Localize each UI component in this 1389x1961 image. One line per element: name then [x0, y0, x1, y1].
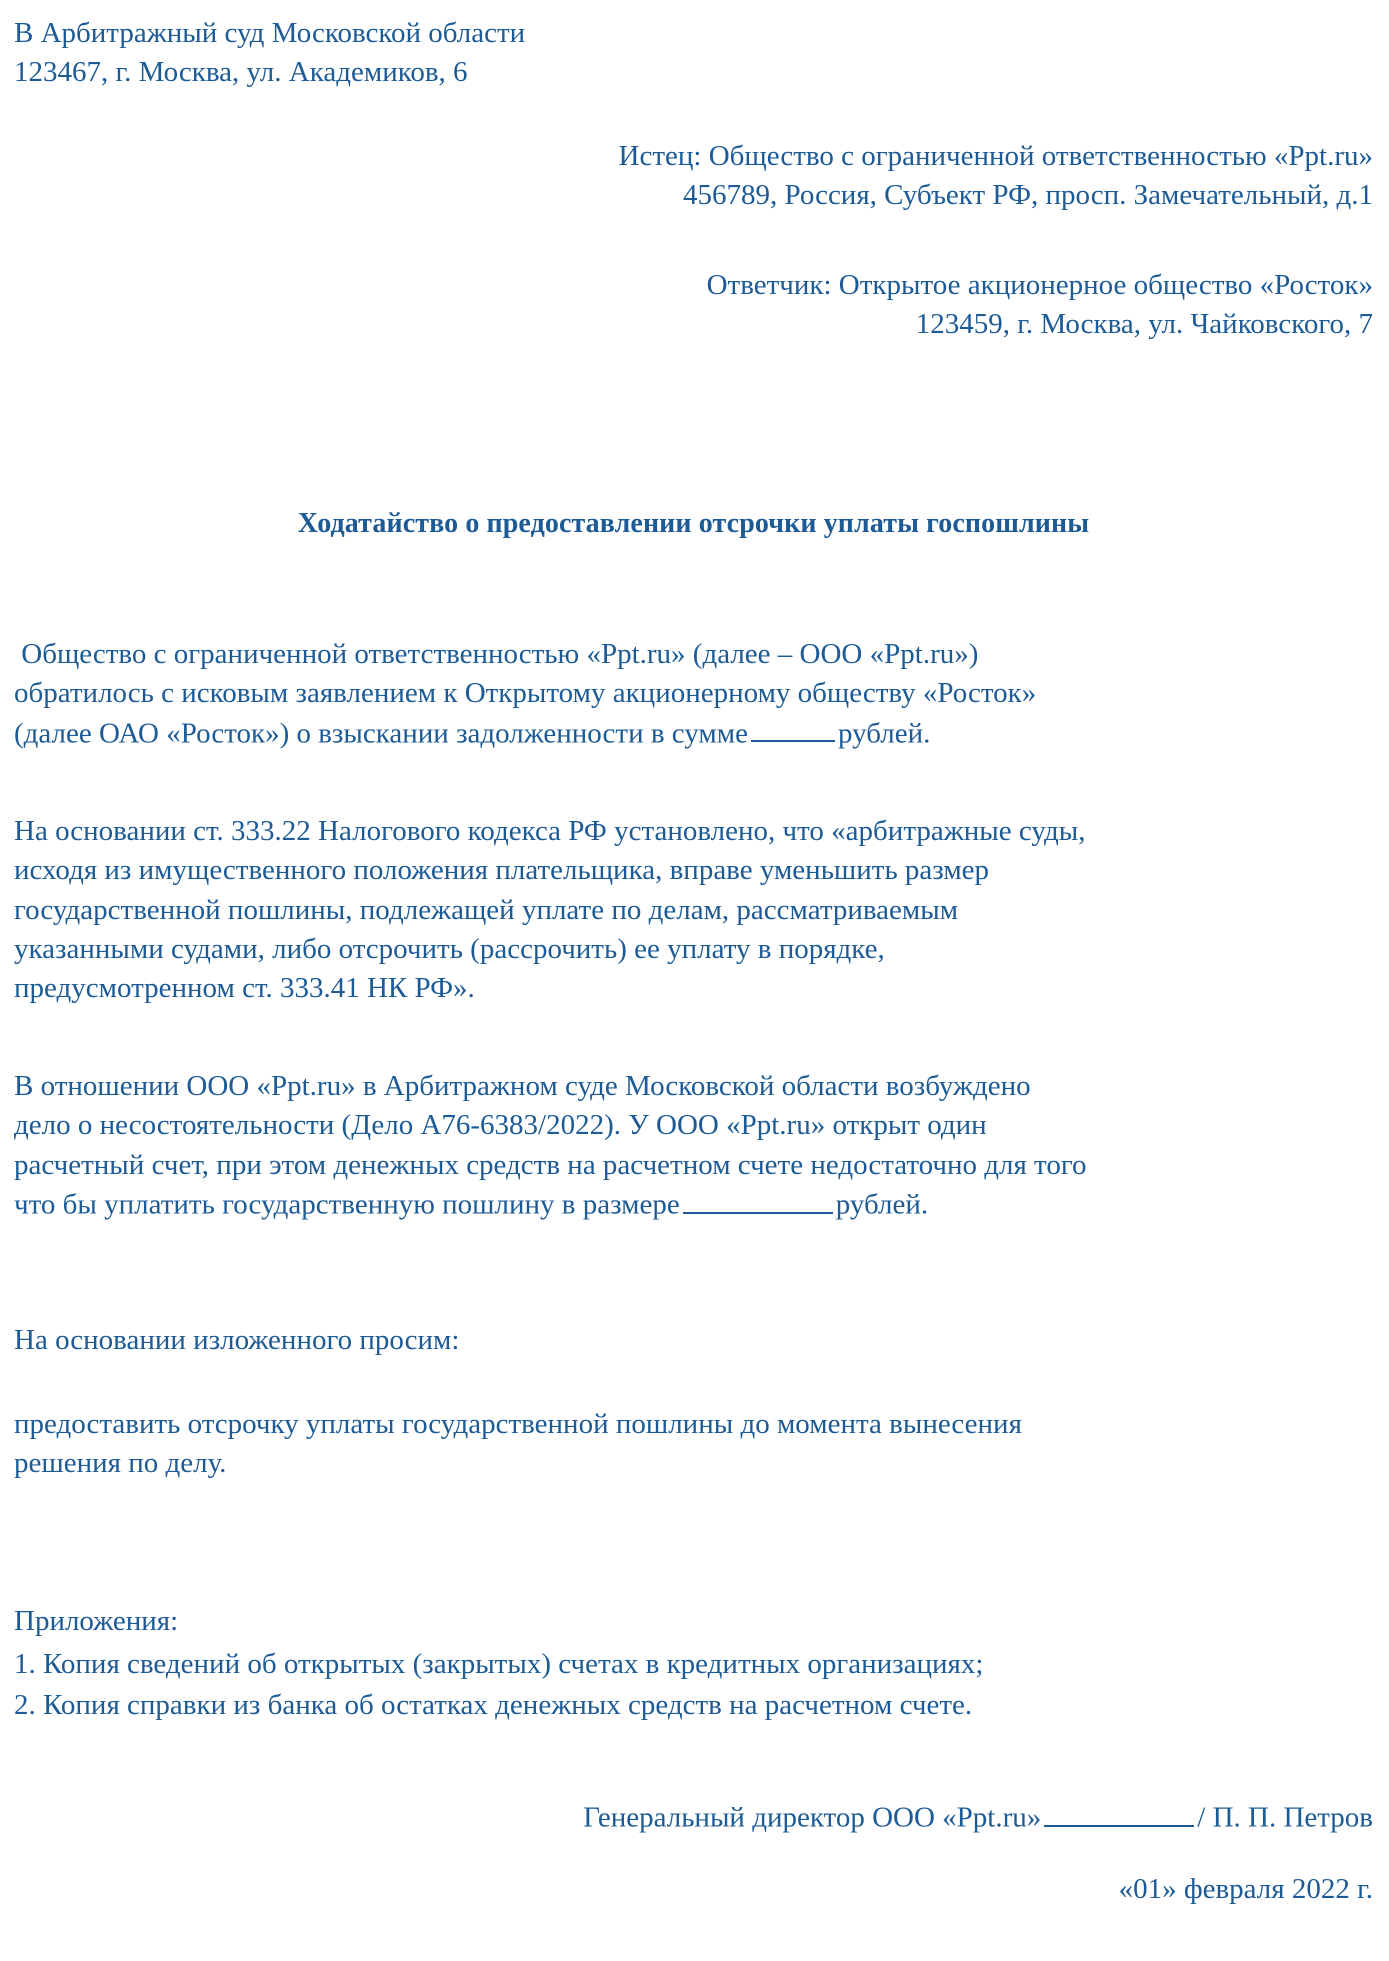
signature-role: Генеральный директор ООО «Ppt.ru»	[583, 1801, 1042, 1834]
paragraph-case-text-a: В отношении ООО «Ppt.ru» в Арбитражном суде Московской области возбуждено дело о несостоятельности (Дело А76-6383/2022). У ООО «Ppt.ru» открыт один расчетный счет, при этом денежных средств на расчетном счете недостаточно для того что бы уплатить государственную пошлину в размере	[14, 1069, 1087, 1221]
plaintiff-address: 456789, Россия, Субъект РФ, просп. Замечательный, д.1	[682, 179, 1373, 212]
paragraph-case-facts	[14, 1067, 1089, 1225]
amount-blank-claim	[751, 714, 835, 743]
amount-blank-duty	[683, 1185, 833, 1214]
paragraph-legal-basis: На основании ст. 333.22 Налогового кодекса РФ установлено, что «арбитражные суды, исходя из имущественного положения плательщика, вправе уменьшить размер государственной пошлины, подлежащей уплате по делам, рассматриваемым указанными судами, либо отсрочить (рассрочить) ее уплату в порядке, предусмотренном ст. 333.41 НК РФ».	[14, 814, 1086, 1005]
signature-name: / П. П. Петров	[1197, 1801, 1373, 1834]
paragraph-case-text-b: рублей.	[835, 1188, 929, 1221]
attachments-section	[14, 1602, 1373, 1726]
signature-date: «01» февраля 2022 г.	[1118, 1873, 1373, 1906]
defendant-address: 123459, г. Москва, ул. Чайковского, 7	[915, 308, 1373, 341]
defendant-block	[14, 266, 1373, 345]
signature-block	[14, 1798, 1373, 1910]
attachment-item: 2. Копия справки из банка об остатках денежных средств на расчетном счете.	[14, 1689, 973, 1722]
paragraph-intro-text-a: Общество с ограниченной ответственностью «Ppt.ru» (далее – ООО «Ppt.ru») обратилось с исковым заявлением к Открытому акционерному обществу «Росток» (далее ОАО «Росток») о взыскании задолженности в сумме	[14, 637, 1037, 750]
paragraph-intro	[14, 635, 1089, 754]
plaintiff-name: Истец: Общество с ограниченной ответственностью «Ppt.ru»	[618, 139, 1373, 172]
attachments-heading: Приложения:	[14, 1604, 179, 1637]
document-title: Ходатайство о предоставлении отсрочки уплаты госпошлины	[297, 507, 1090, 539]
paragraph-intro-text-b: рублей.	[837, 717, 931, 750]
signature-blank	[1044, 1798, 1194, 1827]
court-addressee-block	[14, 0, 1373, 93]
plaintiff-block	[14, 137, 1373, 216]
attachment-item: 1. Копия сведений об открытых (закрытых) счетах в кредитных организациях;	[14, 1648, 984, 1681]
court-name: В Арбитражный суд Московской области	[14, 17, 526, 49]
defendant-name: Ответчик: Открытое акционерное общество «Росток»	[706, 268, 1373, 301]
paragraph-request-body: предоставить отсрочку уплаты государственной пошлины до момента вынесения решения по делу.	[14, 1407, 1022, 1480]
signature-role-line	[14, 1798, 1373, 1838]
paragraph-request-intro: На основании изложенного просим:	[14, 1324, 460, 1357]
document-body	[14, 635, 1373, 1484]
court-address: 123467, г. Москва, ул. Академиков, 6	[14, 56, 468, 89]
